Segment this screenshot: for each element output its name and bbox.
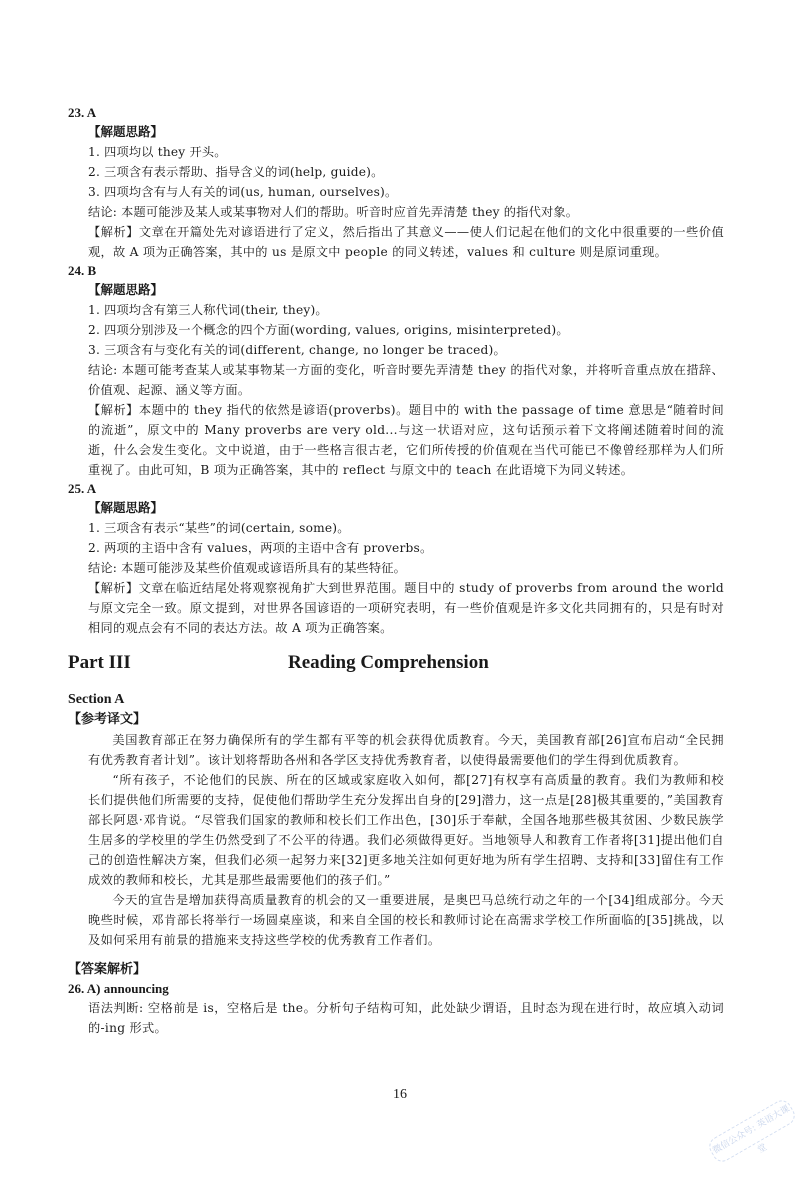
question-23-line-2: 2. 三项含有表示帮助、指导含义的词(help, guide)。 (88, 165, 384, 179)
reference-translation-tag: 【参考译文】 (68, 712, 147, 727)
question-24-number: 24. B (68, 263, 97, 278)
question-25-number: 25. A (68, 481, 97, 496)
section-a-heading: Section A (68, 692, 125, 707)
question-24-analysis: 【解析】本题中的 they 指代的依然是谚语(proverbs)。题目中的 with the passage of time 意思是“随着时间的流逝”，原文中的 Many proverbs are very old...与这一状语对应，这句话预示着下文将阐述随着时间的流逝，什么会发生变化。文中说道，由于一些格言很古老，它们所传授的价值观在当代可能已不像曾经那样为人们所重视了。由此可知，B 项为正确答案，其中的 reflect 与原文中的 teach 在此语境下为同义转述。 (88, 403, 724, 477)
question-24-line-3: 3. 三项含有与变化有关的词(different, change, no longer be traced)。 (88, 343, 506, 357)
question-25-line-1: 1. 三项含有表示“某些”的词(certain, some)。 (88, 521, 350, 535)
translation-paragraph-1: 美国教育部正在努力确保所有的学生都有平等的机会获得优质教育。今天，美国教育部[26]宣布启动“全民拥有优秀教育者计划”。该计划将帮助各州和各学区支持优秀教育者，以使得最需要他们的学生得到优质教育。 (88, 733, 724, 767)
question-25-analysis: 【解析】文章在临近结尾处将观察视角扩大到世界范围。题目中的 study of proverbs from around the world 与原文完全一致。原文提到，对世界各国谚语的一项研究表明，有一些价值观是许多文化共同拥有的，只是有时对相同的观点会有不同的表达方法。故 A 项为正确答案。 (88, 581, 724, 635)
question-24-line-2: 2. 四项分别涉及一个概念的四个方面(wording, values, origins, misinterpreted)。 (88, 323, 569, 337)
question-25 (68, 480, 724, 638)
question-26-analysis: 语法判断: 空格前是 is，空格后是 the。分析句子结构可知，此处缺少谓语，且时态为现在进行时，故应填入动词的-ing 形式。 (88, 1001, 724, 1035)
question-25-line-2: 2. 两项的主语中含有 values，两项的主语中含有 proverbs。 (88, 541, 433, 555)
translation-paragraph-2: “所有孩子，不论他们的民族、所在的区域或家庭收入如何，都[27]有权享有高质量的教育。我们为教师和校长们提供他们所需要的支持，促使他们帮助学生充分发挥出自身的[29]潜力，这一点是[28]极其重要的，”美国教育部长阿恩·邓肯说。“尽管我们国家的教师和校长们工作出色，[30]乐于奉献，全国各地那些极其贫困、少数民族学生居多的学校里的学生仍然受到了不公平的待遇。我们必须做得更好。当地领导人和教育工作者将[31]提出他们自己的创造性解决方案，但我们必须一起努力来[32]更多地关注如何更好地为所有学生招聘、支持和[33]留住有工作成效的教师和校长，尤其是那些最需要他们的孩子们。” (88, 773, 724, 887)
question-24-line-1: 1. 四项均含有第三人称代词(their, they)。 (88, 303, 328, 317)
part-header (68, 652, 724, 682)
question-26-answer: 26. A) announcing (68, 981, 169, 996)
question-23 (68, 104, 724, 262)
question-23-line-3: 3. 四项均含有与人有关的词(us, human, ourselves)。 (88, 185, 398, 199)
question-23-analysis: 【解析】文章在开篇处先对谚语进行了定义，然后指出了其意义——使人们记起在他们的文化中很重要的一些价值观，故 A 项为正确答案，其中的 us 是原文中 people 的同义转述，values 和 culture 则是原词重现。 (88, 225, 724, 259)
question-26 (68, 980, 724, 1038)
question-24 (68, 262, 724, 480)
question-23-conclusion: 结论: 本题可能涉及某人或某事物对人们的帮助。听音时应首先弄清楚 they 的指代对象。 (88, 205, 579, 219)
part-title: Reading Comprehension (288, 652, 489, 673)
translation-paragraph-3: 今天的宣告是增加获得高质量教育的机会的又一重要进展，是奥巴马总统行动之年的一个[34]组成部分。今天晚些时候，邓肯部长将举行一场圆桌座谈，和来自全国的校长和教师讨论在高需求学校工作所面临的[35]挑战，以及如何采用有前景的措施来支持这些学校的优秀教育工作者们。 (88, 893, 724, 947)
watermark-stamp: 微信公众号: 英语大课堂 (706, 1097, 799, 1166)
question-24-approach-tag: 【解题思路】 (88, 282, 164, 297)
part-label: Part III (68, 652, 131, 673)
question-23-approach-tag: 【解题思路】 (88, 124, 164, 139)
question-23-number: 23. A (68, 105, 97, 120)
question-23-line-1: 1. 四项均以 they 开头。 (88, 145, 227, 159)
question-25-approach-tag: 【解题思路】 (88, 500, 164, 515)
page-content (68, 104, 724, 1038)
question-24-conclusion: 结论: 本题可能考查某人或某事物某一方面的变化，听音时要先弄清楚 they 的指代对象，并将听音重点放在措辞、价值观、起源、涵义等方面。 (88, 363, 724, 397)
page-number: 16 (393, 1087, 407, 1102)
answer-analysis-tag: 【答案解析】 (68, 962, 147, 977)
question-25-conclusion: 结论: 本题可能涉及某些价值观或谚语所具有的某些特征。 (88, 561, 407, 575)
